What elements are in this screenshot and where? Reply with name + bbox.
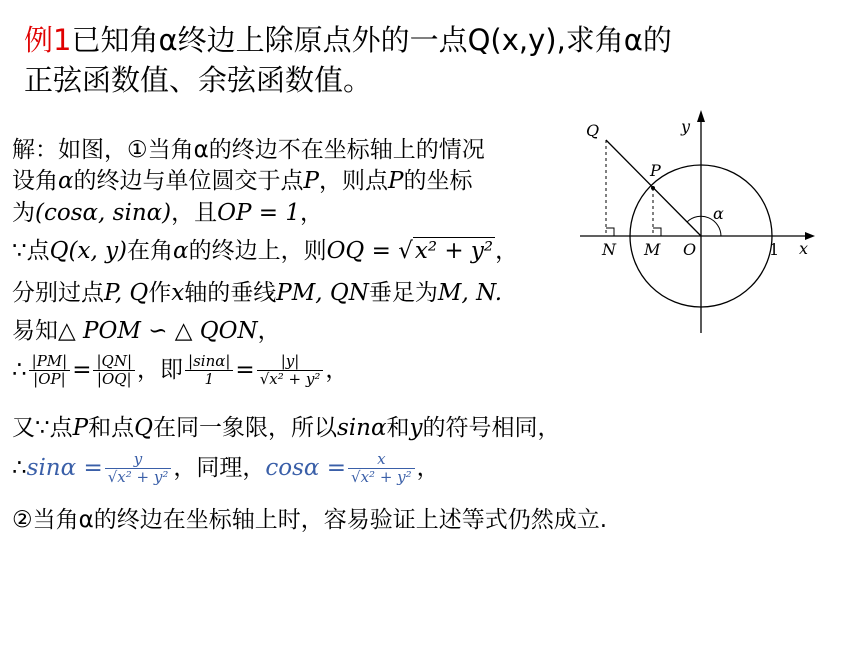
fraction-sin-1 <box>185 353 233 388</box>
equals: = <box>235 357 255 383</box>
text: 在角 <box>127 238 174 264</box>
text: ，且 <box>171 200 218 226</box>
math-cos: cosα = <box>265 455 347 481</box>
denominator: 1 <box>204 370 214 388</box>
text: 作 <box>148 280 172 306</box>
solution-line-8 <box>12 413 561 444</box>
example-label: 例1 <box>24 23 72 57</box>
right-angle-n <box>606 228 614 236</box>
numerator: |PM| <box>29 353 71 371</box>
sqrt-sign: √ <box>398 238 413 264</box>
text: 和 <box>386 415 410 441</box>
label-o: O <box>683 240 697 259</box>
text: ∵点 <box>12 238 50 264</box>
math: OP = 1 <box>217 200 300 226</box>
text: ， <box>416 455 440 481</box>
text: 轴的垂线 <box>184 280 277 306</box>
math: Q <box>134 415 153 441</box>
solution-line-4 <box>12 236 518 267</box>
fraction-y-r <box>257 353 324 388</box>
numerator: x <box>348 451 415 469</box>
math: M, N. <box>437 280 503 306</box>
text: 易知 <box>12 318 58 344</box>
right-angle-m <box>653 228 661 236</box>
text: 为 <box>12 200 35 226</box>
radicand: x² + y² <box>414 238 494 264</box>
solution-line-9 <box>12 451 440 486</box>
text: ， <box>495 238 519 264</box>
math: P <box>303 168 320 194</box>
math: PM, QN <box>276 280 369 306</box>
text: 分别过点 <box>12 280 104 306</box>
numerator: |sinα| <box>185 353 233 371</box>
math: OQ = <box>326 238 399 264</box>
text: ，同理， <box>173 455 266 481</box>
fraction-cos-result <box>348 451 415 486</box>
math: α <box>58 168 74 194</box>
label-x: x <box>799 239 809 258</box>
math: P <box>388 168 404 194</box>
math-sin: sinα = <box>26 455 103 481</box>
text: ， <box>325 357 349 383</box>
text: 垂足为 <box>368 280 438 306</box>
math: (cosα, sinα) <box>35 200 172 226</box>
text: 在同一象限，所以 <box>152 415 337 441</box>
fraction-pm-op <box>29 353 71 388</box>
math: sinα <box>336 415 387 441</box>
denominator: √x² + y² <box>259 370 321 388</box>
label-m: M <box>644 240 661 259</box>
math: x <box>171 280 185 306</box>
text: ， <box>257 318 281 344</box>
math: Q(x, y) <box>49 238 128 264</box>
label-q: Q <box>586 121 600 140</box>
text: ∴ <box>12 455 27 481</box>
math: α <box>173 238 189 264</box>
solution-line-1 <box>12 135 485 166</box>
text: ∴ <box>12 357 27 383</box>
denominator: |OP| <box>33 370 66 388</box>
text: 设角 <box>12 168 58 194</box>
unit-circle-figure <box>580 108 830 338</box>
text: ， <box>300 200 323 226</box>
solution-block <box>12 135 572 505</box>
text: 的符号相同， <box>422 415 561 441</box>
numerator: |y| <box>257 353 324 371</box>
point-p <box>651 186 655 190</box>
text: 的终边上，则 <box>188 238 327 264</box>
math: y <box>409 415 423 441</box>
numerator: |QN| <box>93 353 135 371</box>
solution-line-3 <box>12 198 323 229</box>
label-one: 1 <box>769 240 780 259</box>
text: 和点 <box>88 415 135 441</box>
solution-line-5 <box>12 278 502 309</box>
equals: = <box>72 357 92 383</box>
text: 的终边与单位圆交于点 <box>73 168 304 194</box>
denominator: |OQ| <box>96 370 132 388</box>
solution-text: 解：如图，①当角α的终边不在坐标轴上的情况 <box>12 137 485 163</box>
fraction-sin-result <box>105 451 172 486</box>
text: ，则点 <box>319 168 389 194</box>
problem-text-1: 已知角α终边上除原点外的一点Q(x,y),求角α的 <box>71 23 672 57</box>
solution-line-7 <box>12 353 348 388</box>
text: 又∵点 <box>12 415 73 441</box>
math: P <box>72 415 89 441</box>
denominator: √x² + y² <box>107 468 169 486</box>
label-y: y <box>681 117 691 136</box>
label-p: P <box>650 161 661 180</box>
fraction-qn-oq <box>93 353 135 388</box>
math: P, Q <box>104 280 149 306</box>
problem-text-2: 正弦函数值、余弦函数值。 <box>24 63 373 97</box>
problem-statement <box>24 20 824 100</box>
text: 的坐标 <box>403 168 473 194</box>
math: △ POM ∽ △ QON <box>58 318 258 344</box>
solution-line-2 <box>12 166 473 197</box>
y-axis-arrow <box>697 110 705 122</box>
numerator: y <box>105 451 172 469</box>
solution-line-6 <box>12 316 281 347</box>
denominator: √x² + y² <box>351 468 412 486</box>
solution-line-10: ②当角α的终边在坐标轴上时，容易验证上述等式仍然成立. <box>12 507 608 533</box>
text: ，即 <box>137 357 184 383</box>
label-n: N <box>602 240 616 259</box>
label-alpha: α <box>713 204 724 223</box>
